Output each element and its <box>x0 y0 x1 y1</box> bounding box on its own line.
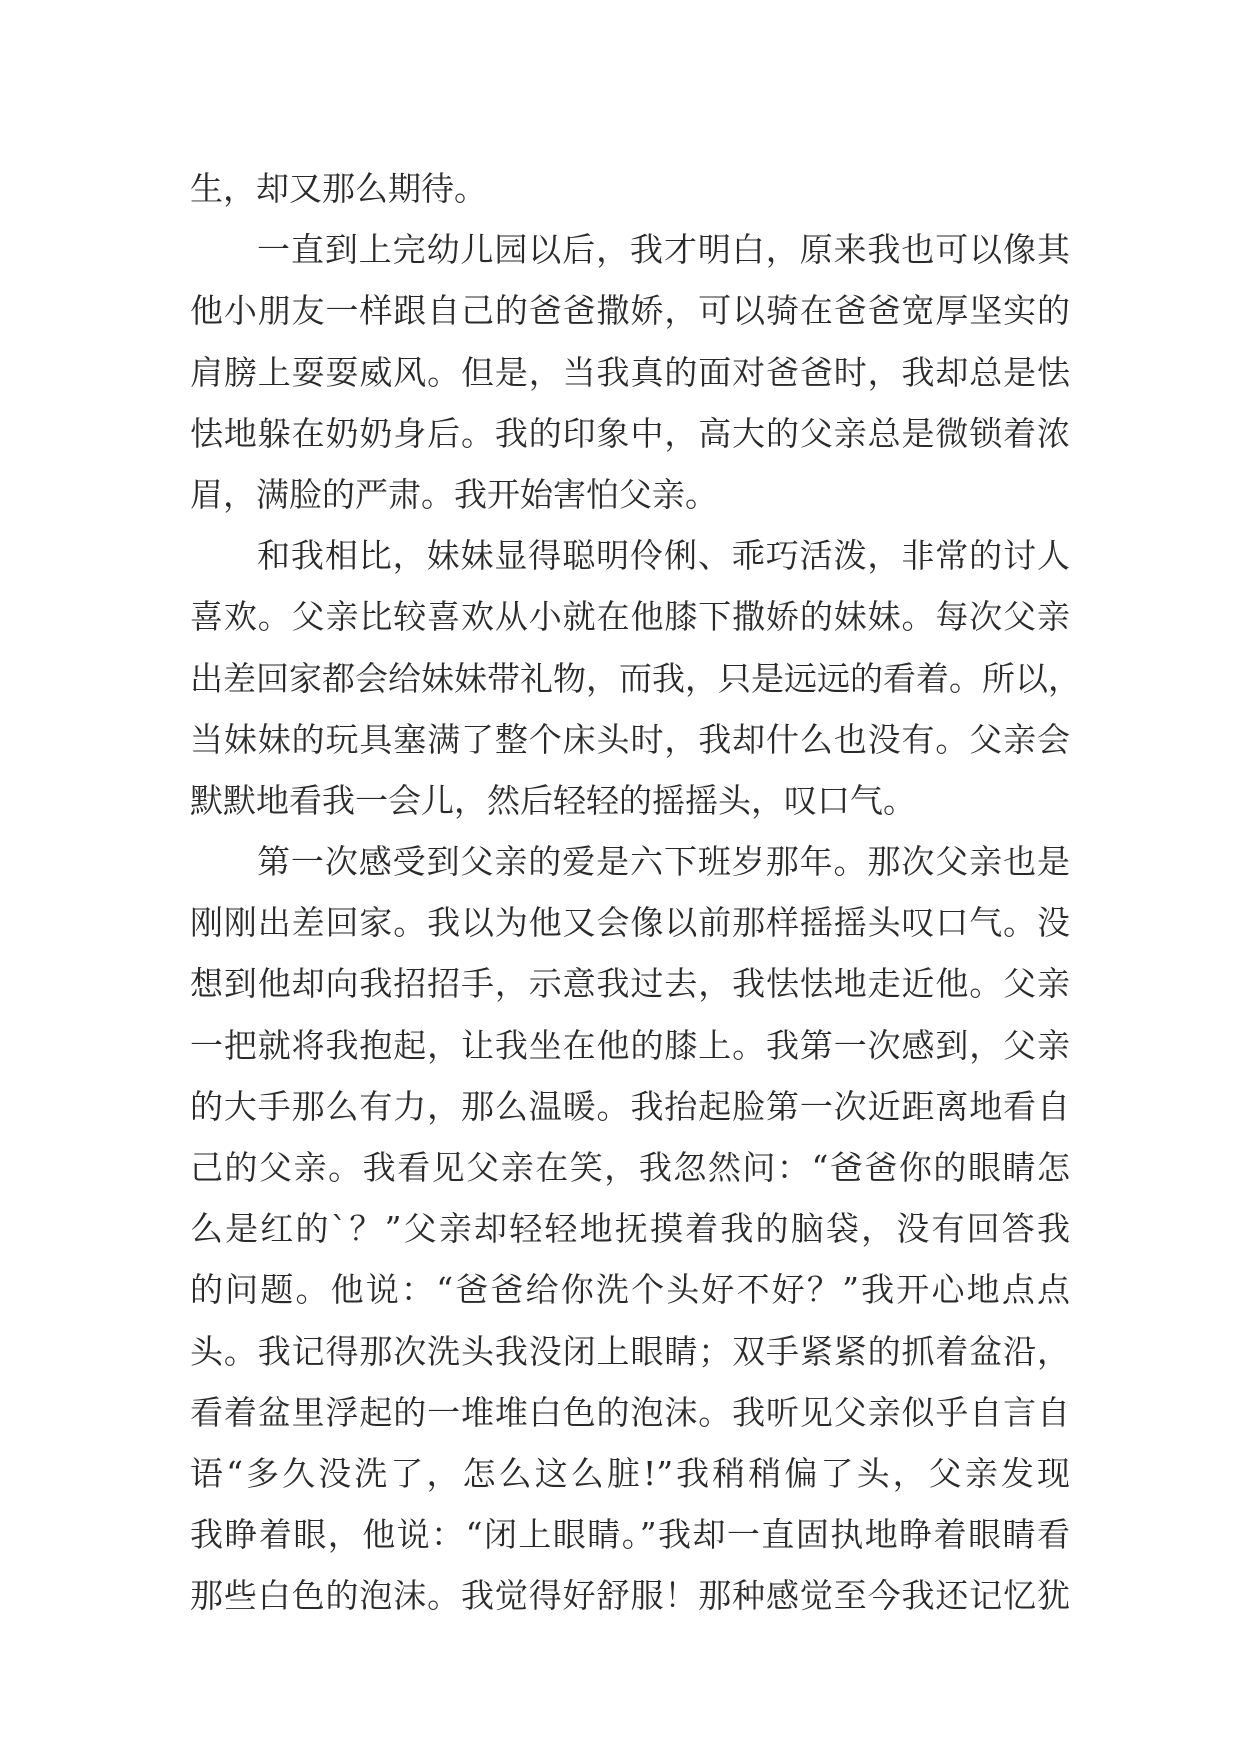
text-line: 默默地看我一会儿，然后轻轻的摇摇头，叹口气。 <box>190 780 916 820</box>
text-line: 么是红的`？”父亲却轻轻地抚摸着我的脑袋，没有回答我 <box>190 1209 1070 1249</box>
text-line: 想到他却向我招招手，示意我过去，我怯怯地走近他。父亲 <box>190 964 1070 1004</box>
paragraph-first-line: 一直到上完幼儿园以后，我才明白，原来我也可以像其 <box>257 230 1070 270</box>
text-line: 看着盆里浮起的一堆堆白色的泡沫。我听见父亲似乎自言自 <box>190 1392 1070 1432</box>
text-line: 他小朋友一样跟自己的爸爸撒娇，可以骑在爸爸宽厚坚实的 <box>190 291 1070 331</box>
paragraph-first-line: 和我相比，妹妹显得聪明伶俐、乖巧活泼，非常的讨人 <box>257 536 1070 576</box>
paragraph-first-line: 第一次感受到父亲的爱是六下班岁那年。那次父亲也是 <box>257 842 1070 882</box>
text-line: 头。我记得那次洗头我没闭上眼睛；双手紧紧的抓着盆沿， <box>190 1331 1070 1371</box>
text-line: 刚刚出差回家。我以为他又会像以前那样摇摇头叹口气。没 <box>190 903 1070 943</box>
text-line: 己的父亲。我看见父亲在笑，我忽然问：“爸爸你的眼睛怎 <box>190 1148 1070 1187</box>
text-line: 生，却又那么期待。 <box>190 169 487 208</box>
text-line: 肩膀上耍耍威风。但是，当我真的面对爸爸时，我却总是怯 <box>190 352 1070 392</box>
text-line: 一把就将我抱起，让我坐在他的膝上。我第一次感到，父亲 <box>190 1025 1070 1065</box>
text-line: 那些白色的泡沫。我觉得好舒服！那种感觉至今我还记忆犹 <box>190 1576 1070 1616</box>
text-line: 喜欢。父亲比较喜欢从小就在他膝下撒娇的妹妹。每次父亲 <box>190 597 1070 637</box>
text-line: 出差回家都会给妹妹带礼物，而我，只是远远的看着。所以， <box>190 658 1081 698</box>
text-line: 语“多久没洗了，怎么这么脏!”我稍稍偏了头，父亲发现 <box>190 1453 1070 1493</box>
text-line: 眉，满脸的严肃。我开始害怕父亲。 <box>190 474 718 514</box>
text-line: 的大手那么有力，那么温暖。我抬起脸第一次近距离地看自 <box>190 1086 1070 1126</box>
text-line: 当妹妹的玩具塞满了整个床头时，我却什么也没有。父亲会 <box>190 719 1070 759</box>
text-line: 的问题。他说：“爸爸给你洗个头好不好？”我开心地点点 <box>190 1270 1070 1310</box>
text-line: 我睁着眼，他说：“闭上眼睛。”我却一直固执地睁着眼睛看 <box>190 1515 1070 1555</box>
body-text <box>190 158 1081 1627</box>
text-line: 怯地躲在奶奶身后。我的印象中，高大的父亲总是微锁着浓 <box>190 413 1070 453</box>
